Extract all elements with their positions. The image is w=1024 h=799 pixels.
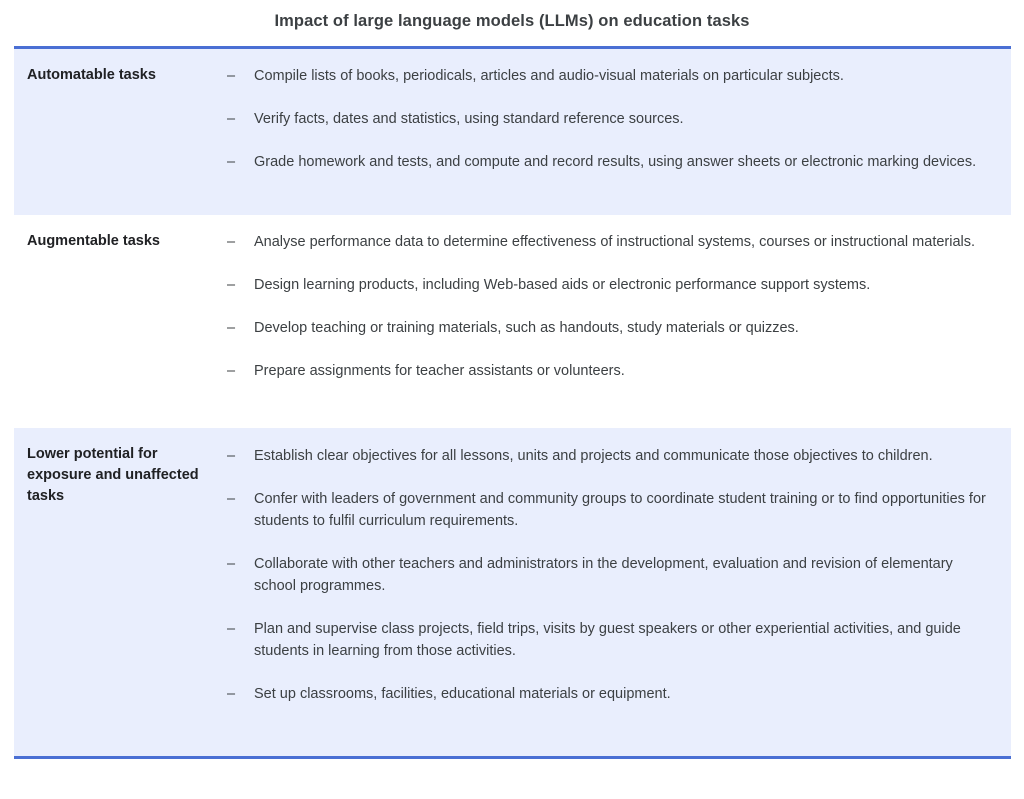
row-items-lower-potential <box>227 428 1011 756</box>
list-item <box>227 618 995 662</box>
list-item <box>227 445 995 467</box>
list-item <box>227 231 995 253</box>
list-item <box>227 683 995 705</box>
list-item-text: Collaborate with other teachers and administrators in the development, evaluation and revision of elementary school programmes. <box>254 556 953 594</box>
dash-bullet-icon: – <box>227 686 236 702</box>
dash-bullet-icon: – <box>227 448 236 464</box>
table-row <box>14 215 1011 428</box>
list-item-text: Grade homework and tests, and compute and record results, using answer sheets or electronic marking devices. <box>254 154 977 170</box>
dash-bullet-icon: – <box>227 154 236 170</box>
dash-bullet-icon: – <box>227 277 236 293</box>
table-row <box>14 49 1011 215</box>
list-item-text: Prepare assignments for teacher assistants or volunteers. <box>254 363 625 379</box>
dash-bullet-icon: – <box>227 68 236 84</box>
dash-bullet-icon: – <box>227 363 236 379</box>
figure-title: Impact of large language models (LLMs) on education tasks <box>274 12 750 30</box>
list-item <box>227 274 995 296</box>
list-item <box>227 65 995 87</box>
list-item-text: Analyse performance data to determine effectiveness of instructional systems, courses or instructional materials. <box>254 234 976 250</box>
dash-bullet-icon: – <box>227 234 236 250</box>
list-item-text: Confer with leaders of government and community groups to coordinate student training or to find opportunities for students to fulfil curriculum requirements. <box>254 491 986 529</box>
row-items-automatable <box>227 49 1011 215</box>
row-label-augmentable: Augmentable tasks <box>27 233 160 249</box>
row-label-automatable: Automatable tasks <box>27 67 156 83</box>
table-row <box>14 428 1011 756</box>
list-item-text: Set up classrooms, facilities, educational materials or equipment. <box>254 686 671 702</box>
list-item-text: Develop teaching or training materials, such as handouts, study materials or quizzes. <box>254 320 799 336</box>
dash-bullet-icon: – <box>227 491 236 507</box>
list-item <box>227 108 995 130</box>
list-item <box>227 151 995 173</box>
impact-table <box>14 46 1011 759</box>
list-item-text: Compile lists of books, periodicals, articles and audio-visual materials on particular subjects. <box>254 68 844 84</box>
list-item-text: Verify facts, dates and statistics, using standard reference sources. <box>254 111 684 127</box>
list-item-text: Plan and supervise class projects, field trips, visits by guest speakers or other experiential activities, and guide students in learning from those activities. <box>254 621 961 659</box>
dash-bullet-icon: – <box>227 111 236 127</box>
list-item <box>227 488 995 532</box>
dash-bullet-icon: – <box>227 320 236 336</box>
list-item <box>227 553 995 597</box>
list-item <box>227 317 995 339</box>
dash-bullet-icon: – <box>227 556 236 572</box>
list-item <box>227 360 995 382</box>
list-item-text: Establish clear objectives for all lessons, units and projects and communicate those objectives to children. <box>254 448 933 464</box>
row-items-augmentable <box>227 215 1011 428</box>
dash-bullet-icon: – <box>227 621 236 637</box>
row-label-lower-potential: Lower potential for exposure and unaffected tasks <box>27 446 199 504</box>
list-item-text: Design learning products, including Web-based aids or electronic performance support systems. <box>254 277 871 293</box>
